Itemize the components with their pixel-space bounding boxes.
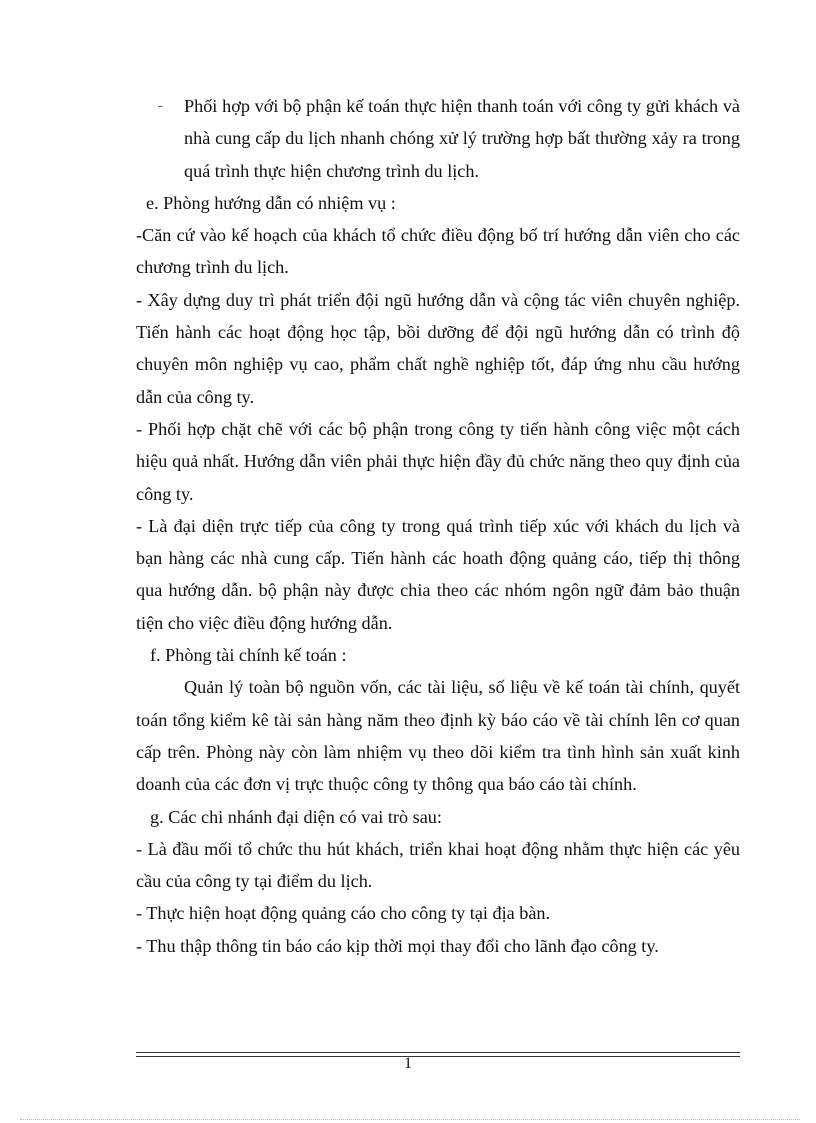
document-body <box>136 90 740 962</box>
section-g-item-2: - Thực hiện hoạt động quảng cáo cho công ty tại địa bàn. <box>136 903 551 924</box>
section-e-heading: e. Phòng hướng dẫn có nhiệm vụ : <box>146 192 396 213</box>
section-g-item-3: - Thu thập thông tin báo cáo kịp thời mọi thay đổi cho lãnh đạo công ty. <box>136 935 659 956</box>
section-e-item-3: - Phối hợp chặt chẽ với các bộ phận trong công ty tiến hành công việc một cách hiệu quả nhất. Hướng dẫn viên phải thực hiện đầy đủ chức năng theo quy định của công ty. <box>136 418 740 504</box>
section-e-item-1: -Căn cứ vào kế hoạch của khách tổ chức điều động bố trí hướng dẫn viên cho các chương trình du lịch. <box>136 225 740 278</box>
section-f-body: Quản lý toàn bộ nguồn vốn, các tài liệu, số liệu về kế toán tài chính, quyết toán tổng kiểm kê tài sản hàng năm theo định kỳ báo cáo về tài chính lên cơ quan cấp trên. Phòng này còn làm nhiệm vụ theo dõi kiểm tra tình hình sản xuất kinh doanh của các đơn vị trực thuộc công ty thông qua báo cáo tài chính. <box>136 677 740 795</box>
section-g-item-1: - Là đầu mối tổ chức thu hút khách, triển khai hoạt động nhằm thực hiện các yêu cầu của công ty tại điểm du lịch. <box>136 838 740 892</box>
section-g-heading: g. Các chi nhánh đại diện có vai trò sau: <box>150 806 442 827</box>
page-bottom-dotted-edge <box>20 1119 800 1120</box>
section-f-heading: f. Phòng tài chính kế toán : <box>150 645 347 666</box>
bullet-paragraph <box>136 90 740 187</box>
footer-divider-top <box>136 1052 740 1053</box>
page-number: 1 <box>404 1055 412 1072</box>
section-e-item-4: - Là đại diện trực tiếp của công ty trong quá trình tiếp xúc với khách du lịch và bạn hàng các nhà cung cấp. Tiến hành các hoath động quảng cáo, tiếp thị thông qua hướng dẫn. bộ phận này được chia theo các nhóm ngôn ngữ đảm bảo thuận tiện cho việc điều động hướng dẫn. <box>136 515 740 633</box>
bullet-paragraph-text: Phối hợp với bộ phận kế toán thực hiện thanh toán với công ty gửi khách và nhà cung cấp du lịch nhanh chóng xử lý trường hợp bất thường xảy ra trong quá trình thực hiện chương trình du lịch. <box>184 96 740 181</box>
bullet-dash-icon: ˗ <box>158 98 163 113</box>
section-e-item-2: - Xây dựng duy trì phát triển đội ngũ hướng dẫn và cộng tác viên chuyên nghiệp. Tiến hành các hoạt động học tập, bồi dưỡng để đội ngũ hướng dẫn có trình độ chuyên môn nghiệp vụ cao, phẩm chất nghề nghiệp tốt, đáp ứng nhu cầu hướng dẫn của công ty. <box>136 289 740 407</box>
